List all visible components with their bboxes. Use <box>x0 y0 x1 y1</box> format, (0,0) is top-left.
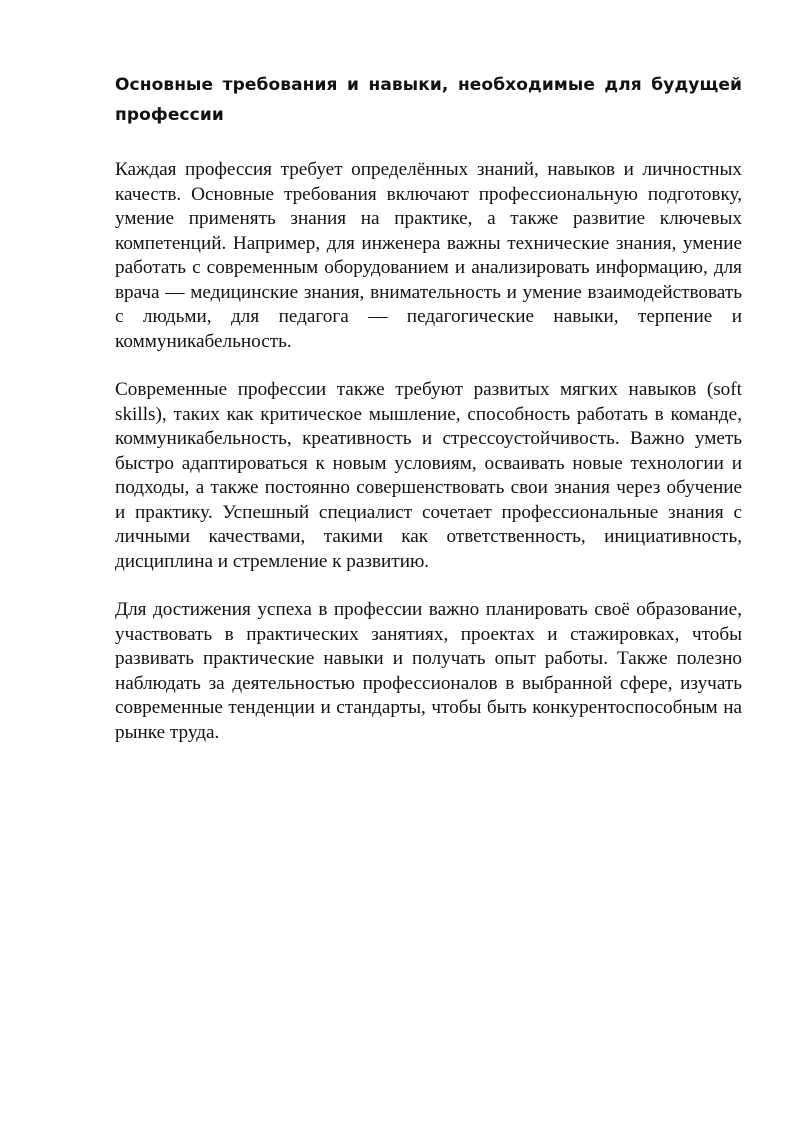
document-title: Основные требования и навыки, необходимые для будущей профессии <box>115 75 742 125</box>
paragraph-requirements: Каждая профессия требует определённых знаний, навыков и личностных качеств. Основные требования включают профессиональную подготовку, умение применять знания на практике, а также развитие ключевых компетенций. Например, для инженера важны технические знания, умение работать с современным оборудованием и анализировать информацию, для врача — медицинские знания, внимательность и умение взаимодействовать с людьми, для педагога — педагогические навыки, терпение и коммуникабельность. <box>115 159 742 352</box>
document-page <box>115 70 742 769</box>
paragraph-soft-skills: Современные профессии также требуют развитых мягких навыков (soft skills), таких как критическое мышление, способность работать в команде, коммуникабельность, креативность и стрессоустойчивость. Важно уметь быстро адаптироваться к новым условиям, осваивать новые технологии и подходы, а также постоянно совершенствовать свои знания через обучение и практику. Успешный специалист сочетает профессиональные знания с личными качествами, такими как ответственность, инициативность, дисциплина и стремление к развитию. <box>115 379 742 572</box>
paragraph-success: Для достижения успеха в профессии важно планировать своё образование, участвовать в практических занятиях, проектах и стажировках, чтобы развивать практические навыки и получать опыт работы. Также полезно наблюдать за деятельностью профессионалов в выбранной сфере, изучать современные тенденции и стандарты, чтобы быть конкурентоспособным на рынке труда. <box>115 599 742 743</box>
